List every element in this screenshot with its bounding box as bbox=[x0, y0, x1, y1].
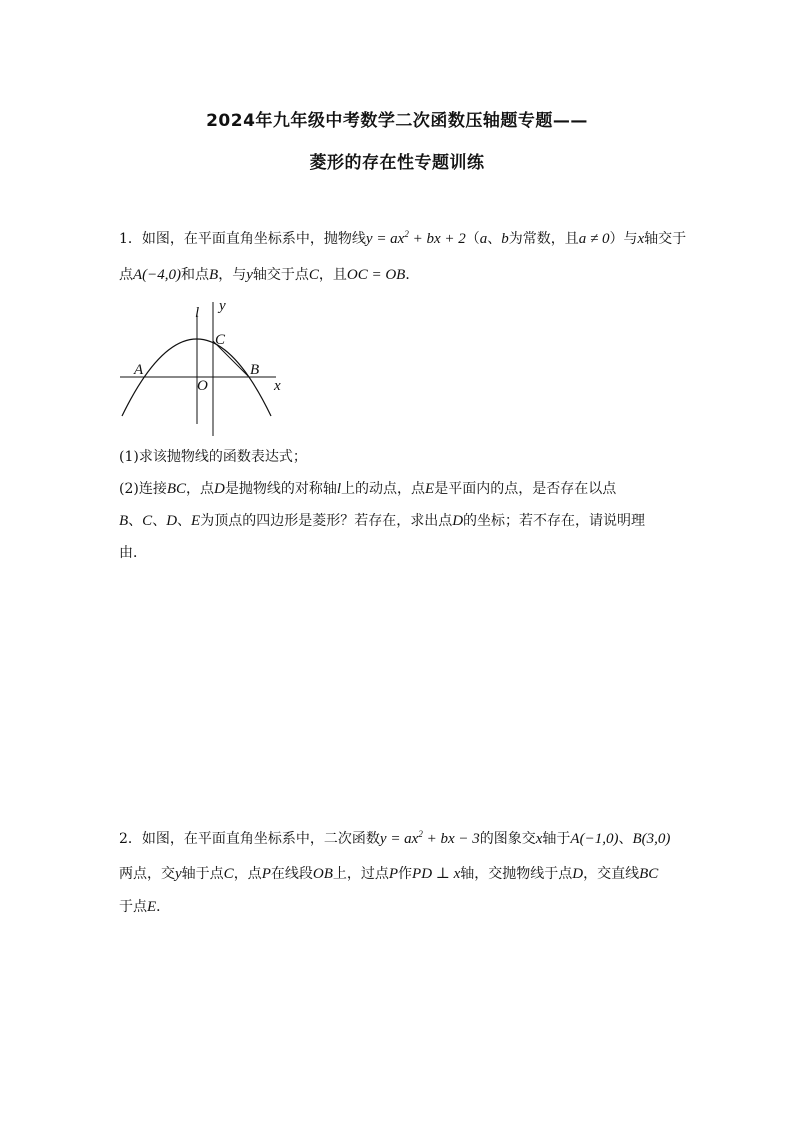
text: 的图象交 bbox=[479, 831, 536, 847]
equation-1: $y = ax^2$ + bx + 2 bbox=[365, 229, 466, 247]
text: 作 bbox=[398, 866, 413, 882]
text: 、 bbox=[487, 231, 502, 247]
label-l: l bbox=[195, 305, 200, 321]
segment-ob: OB bbox=[312, 866, 333, 882]
parabola-figure bbox=[118, 296, 293, 438]
text: 点 bbox=[119, 267, 133, 283]
point-c: C bbox=[223, 866, 234, 882]
q1-part2-line2 bbox=[119, 510, 645, 530]
page-title: 2024年九年级中考数学二次函数压轴题专题—— bbox=[206, 111, 588, 131]
page-subtitle: 菱形的存在性专题训练 bbox=[309, 153, 485, 173]
var-b: b bbox=[501, 231, 509, 247]
text: 两点，交 bbox=[119, 866, 175, 882]
text: 、 bbox=[128, 513, 143, 529]
q1-part2-line3: 由． bbox=[119, 545, 147, 561]
condition-oc-ob: OC = OB bbox=[346, 267, 406, 283]
point-b: B bbox=[119, 513, 129, 529]
text: 轴，交抛物线于点 bbox=[460, 866, 573, 882]
equation-2: $y = ax^2$ + bx − 3 bbox=[379, 829, 480, 847]
perpendicular: PD ⊥ x bbox=[412, 866, 461, 882]
text: 为顶点的四边形是菱形？若存在，求出点 bbox=[200, 513, 453, 529]
text: ，点 bbox=[233, 866, 262, 882]
point-p: P bbox=[388, 866, 399, 882]
var-y: y bbox=[246, 267, 253, 283]
q1-line2 bbox=[119, 264, 419, 284]
var-y: y bbox=[175, 866, 182, 882]
label-x: x bbox=[274, 378, 281, 394]
text: ． bbox=[405, 267, 420, 283]
segment-bc: BC bbox=[166, 481, 187, 497]
var-x: x bbox=[637, 231, 645, 247]
point-b2: B(3,0) bbox=[632, 831, 671, 847]
point-e: E bbox=[425, 481, 435, 497]
text: ，且 bbox=[318, 267, 347, 283]
text: 是抛物线的对称轴 bbox=[224, 481, 337, 497]
point-d: D bbox=[452, 513, 464, 529]
segment-bc: BC bbox=[639, 866, 659, 882]
point-e: E bbox=[191, 513, 201, 529]
label-o: O bbox=[197, 378, 208, 394]
label-a: A bbox=[134, 362, 144, 378]
text: 是平面内的点，是否存在以点 bbox=[434, 481, 617, 497]
text: ． bbox=[156, 899, 171, 915]
text: 轴交于点 bbox=[252, 267, 309, 283]
text: 在线段 bbox=[270, 866, 313, 882]
var-a: a bbox=[479, 231, 488, 247]
text: 、 bbox=[618, 831, 633, 847]
point-e: E bbox=[147, 899, 157, 915]
point-c: C bbox=[308, 267, 319, 283]
label-c: C bbox=[215, 332, 226, 348]
q2-line3 bbox=[119, 896, 170, 916]
point-d: D bbox=[214, 481, 225, 497]
text: 轴交于 bbox=[644, 231, 687, 247]
text: ，点 bbox=[186, 481, 215, 497]
point-a: A(−4,0) bbox=[133, 267, 182, 283]
text: 和点 bbox=[181, 267, 210, 283]
text: 、 bbox=[152, 513, 167, 529]
label-y: y bbox=[219, 298, 226, 314]
axis-l: l bbox=[336, 481, 342, 497]
text: 2．如图，在平面直角坐标系中，二次函数 bbox=[119, 831, 380, 847]
text: 于点 bbox=[119, 899, 147, 915]
q2-line1 bbox=[119, 828, 670, 848]
condition: a ≠ 0 bbox=[578, 231, 610, 247]
q1-part2-line1 bbox=[119, 478, 616, 498]
point-b: B bbox=[209, 267, 219, 283]
label-b: B bbox=[250, 362, 260, 378]
var-x: x bbox=[535, 831, 543, 847]
point-a2: A(−1,0) bbox=[570, 831, 619, 847]
text: ）与 bbox=[609, 231, 638, 247]
text: 上的动点，点 bbox=[341, 481, 426, 497]
text: (2)连接 bbox=[119, 481, 167, 497]
text: 上，过点 bbox=[332, 866, 389, 882]
text: （ bbox=[465, 231, 480, 247]
point-p: P bbox=[261, 866, 271, 882]
point-d: D bbox=[572, 866, 584, 882]
text: ，与 bbox=[218, 267, 247, 283]
point-c: C bbox=[142, 513, 153, 529]
text: ，交直线 bbox=[583, 866, 640, 882]
text: 为常数，且 bbox=[508, 231, 579, 247]
text: 轴于 bbox=[542, 831, 571, 847]
text: 、 bbox=[177, 513, 192, 529]
q1-line1 bbox=[119, 228, 686, 248]
point-d: D bbox=[166, 513, 178, 529]
q2-line2 bbox=[119, 863, 658, 883]
q1-part1: (1)求该抛物线的函数表达式； bbox=[119, 449, 307, 465]
text: 的坐标；若不存在，请说明理 bbox=[463, 513, 646, 529]
text: 轴于点 bbox=[181, 866, 224, 882]
text: 1．如图，在平面直角坐标系中，抛物线 bbox=[119, 231, 366, 247]
